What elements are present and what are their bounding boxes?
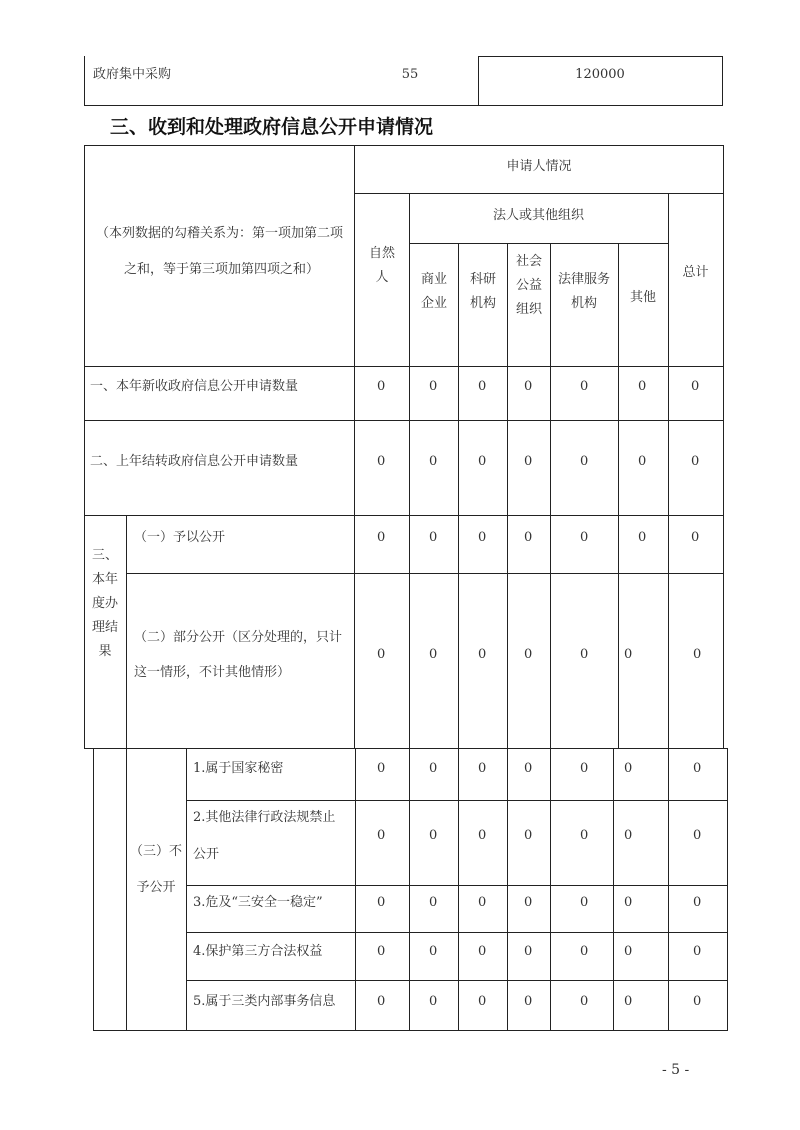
value-cell: 0	[624, 994, 633, 1009]
value-cell: 0	[580, 647, 589, 662]
value-cell: 0	[377, 895, 386, 910]
not-open-label: （三）不予公开	[129, 844, 182, 895]
header-legal-group: 法人或其他组织	[492, 208, 584, 223]
value-cell: 0	[580, 828, 589, 843]
value-cell: 0	[638, 454, 647, 469]
value-cell: 0	[429, 530, 438, 545]
value-cell: 0	[377, 454, 386, 469]
value-cell: 0	[638, 379, 647, 394]
header-research: 科研机构	[469, 272, 496, 311]
header-social: 社会公益组织	[515, 254, 542, 317]
row-label-partial-line1: （二）部分公开（区分处理的，只计	[134, 630, 343, 645]
value-cell: 0	[624, 895, 633, 910]
value-cell: 0	[524, 379, 533, 394]
row-label-open: （一）予以公开	[134, 530, 226, 545]
value-cell: 0	[429, 761, 438, 776]
value-cell: 0	[580, 994, 589, 1009]
value-cell: 0	[377, 944, 386, 959]
value-cell: 0	[624, 647, 633, 662]
value-cell: 0	[377, 379, 386, 394]
value-cell: 0	[377, 994, 386, 1009]
value-cell: 0	[478, 895, 487, 910]
value-cell: 0	[377, 761, 386, 776]
value-cell: 0	[524, 895, 533, 910]
row-label-carryover: 二、上年结转政府信息公开申请数量	[90, 454, 299, 469]
row-label-law-prohibited-line1: 2.其他法律行政法规禁止	[193, 810, 336, 825]
value-cell: 0	[478, 761, 487, 776]
value-cell: 0	[580, 454, 589, 469]
value-cell: 0	[478, 530, 487, 545]
row-label-state-secret: 1.属于国家秘密	[193, 761, 284, 776]
value-cell: 0	[624, 828, 633, 843]
row-label-law-prohibited-line2: 公开	[193, 847, 220, 862]
value-cell: 0	[580, 761, 589, 776]
value-cell: 0	[478, 944, 487, 959]
section3-label: 三、本年度办理结果	[91, 548, 118, 659]
value-cell: 0	[691, 379, 700, 394]
value-cell: 0	[693, 944, 702, 959]
value-cell: 0	[624, 944, 633, 959]
header-natural-person: 自然人	[368, 246, 395, 285]
page-number: - 5 -	[662, 1062, 690, 1078]
value-cell: 0	[429, 379, 438, 394]
value-cell: 0	[429, 828, 438, 843]
value-cell: 0	[524, 828, 533, 843]
value-cell: 0	[524, 454, 533, 469]
value-cell: 0	[580, 379, 589, 394]
value-cell: 0	[580, 530, 589, 545]
value-cell: 0	[524, 647, 533, 662]
value-cell: 0	[478, 379, 487, 394]
top-table-label: 政府集中采购	[93, 67, 172, 82]
header-commercial: 商业企业	[420, 272, 447, 311]
value-cell: 0	[429, 944, 438, 959]
value-cell: 0	[693, 895, 702, 910]
value-cell: 0	[638, 530, 647, 545]
value-cell: 0	[691, 454, 700, 469]
value-cell: 0	[377, 828, 386, 843]
top-table-count: 55	[401, 67, 419, 82]
row-label-partial-line2: 这一情形，不计其他情形）	[134, 665, 291, 680]
row-label-three-security: 3.危及“三安全一稳定”	[193, 895, 323, 910]
header-total: 总计	[682, 265, 709, 280]
row-label-new: 一、本年新收政府信息公开申请数量	[90, 379, 299, 394]
top-table-amount: 120000	[575, 67, 625, 82]
value-cell: 0	[693, 761, 702, 776]
header-legal-service: 法律服务机构	[557, 272, 610, 311]
value-cell: 0	[580, 944, 589, 959]
value-cell: 0	[429, 895, 438, 910]
value-cell: 0	[524, 761, 533, 776]
value-cell: 0	[580, 895, 589, 910]
row-label-internal-affairs: 5.属于三类内部事务信息	[193, 994, 336, 1009]
value-cell: 0	[691, 530, 700, 545]
value-cell: 0	[478, 828, 487, 843]
value-cell: 0	[478, 994, 487, 1009]
value-cell: 0	[524, 944, 533, 959]
value-cell: 0	[429, 647, 438, 662]
value-cell: 0	[693, 647, 702, 662]
header-applicant: 申请人情况	[506, 159, 572, 174]
value-cell: 0	[429, 454, 438, 469]
value-cell: 0	[693, 828, 702, 843]
row-label-third-party: 4.保护第三方合法权益	[193, 944, 323, 959]
value-cell: 0	[693, 994, 702, 1009]
value-cell: 0	[624, 761, 633, 776]
value-cell: 0	[478, 454, 487, 469]
value-cell: 0	[377, 530, 386, 545]
value-cell: 0	[524, 994, 533, 1009]
value-cell: 0	[429, 994, 438, 1009]
value-cell: 0	[478, 647, 487, 662]
value-cell: 0	[377, 647, 386, 662]
header-other: 其他	[629, 290, 656, 305]
header-note-line1: （本列数据的勾稽关系为：第一项加第二项	[96, 226, 344, 241]
header-note-line2: 之和，等于第三项加第四项之和）	[124, 262, 320, 277]
section-heading: 三、收到和处理政府信息公开申请情况	[110, 116, 434, 138]
value-cell: 0	[524, 530, 533, 545]
